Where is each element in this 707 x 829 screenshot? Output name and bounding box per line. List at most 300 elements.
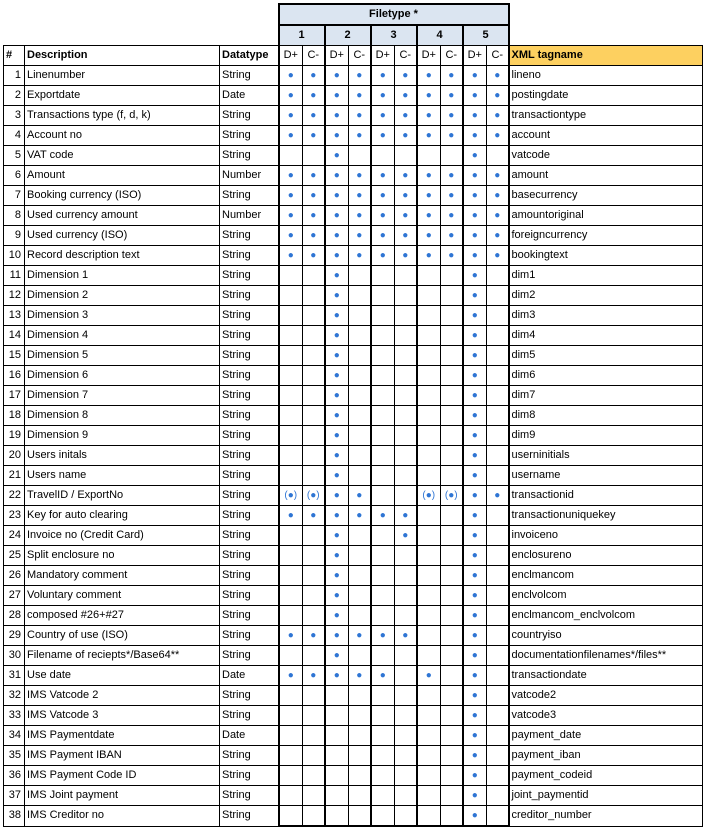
row-description: Dimension 2	[25, 286, 220, 306]
included-dot: ●	[325, 666, 349, 686]
filetype-mark-cell	[371, 466, 395, 486]
row-xml-tagname: dim7	[509, 386, 703, 406]
row-description: Dimension 5	[25, 346, 220, 366]
included-dot: ●	[417, 666, 441, 686]
row-datatype: String	[220, 406, 279, 426]
table-row	[4, 706, 703, 726]
row-datatype: String	[220, 146, 279, 166]
row-datatype: Date	[220, 666, 279, 686]
filetype-mark-cell	[279, 586, 303, 606]
header-datatype: Datatype	[220, 46, 279, 66]
included-dot: ●	[325, 146, 349, 166]
row-datatype: String	[220, 186, 279, 206]
filetype-mark-cell	[487, 386, 509, 406]
table-row	[4, 206, 703, 226]
row-description: Key for auto clearing	[25, 506, 220, 526]
included-dot: ●	[371, 666, 395, 686]
included-dot: ●	[463, 786, 487, 806]
included-dot: ●	[325, 66, 349, 86]
filetype-mark-cell	[487, 346, 509, 366]
row-description: Dimension 8	[25, 406, 220, 426]
included-dot: ●	[463, 386, 487, 406]
row-number: 2	[4, 86, 25, 106]
filetype-mark-cell	[279, 406, 303, 426]
table-row	[4, 166, 703, 186]
filetype-mark-cell	[349, 606, 371, 626]
row-number: 19	[4, 426, 25, 446]
filetype-mark-cell	[349, 746, 371, 766]
included-dot: ●	[417, 186, 441, 206]
filetype-mark-cell	[325, 726, 349, 746]
filetype-group-4: 4	[417, 25, 463, 46]
included-dot: ●	[463, 206, 487, 226]
filetype-mark-cell	[441, 426, 463, 446]
filetype-mark-cell	[395, 726, 417, 746]
filetype-mark-cell	[371, 606, 395, 626]
included-dot: ●	[487, 226, 509, 246]
filetype-mark-cell	[279, 326, 303, 346]
row-description: Voluntary comment	[25, 586, 220, 606]
included-dot: ●	[463, 606, 487, 626]
included-dot: ●	[371, 126, 395, 146]
filetype-mark-cell	[325, 786, 349, 806]
filetype-mark-cell	[371, 706, 395, 726]
row-xml-tagname: transactiontype	[509, 106, 703, 126]
filetype-mark-cell	[279, 746, 303, 766]
row-xml-tagname: dim2	[509, 286, 703, 306]
included-dot: ●	[463, 466, 487, 486]
filetype-mark-cell	[349, 326, 371, 346]
filetype-mark-cell	[487, 566, 509, 586]
table-row	[4, 766, 703, 786]
table-row	[4, 406, 703, 426]
filetype-mark-cell	[441, 266, 463, 286]
included-dot: ●	[325, 326, 349, 346]
filetype-mark-cell	[349, 306, 371, 326]
included-dot: ●	[349, 486, 371, 506]
row-number: 37	[4, 786, 25, 806]
filetype-mark-cell	[487, 666, 509, 686]
filetype-mark-cell	[487, 586, 509, 606]
row-description: VAT code	[25, 146, 220, 166]
included-dot: ●	[395, 246, 417, 266]
filetype-mark-cell	[441, 726, 463, 746]
filetype-mark-cell	[441, 666, 463, 686]
filetype-mark-cell	[349, 646, 371, 666]
table-row	[4, 786, 703, 806]
included-dot: ●	[325, 546, 349, 566]
included-dot: ●	[463, 246, 487, 266]
row-datatype: String	[220, 786, 279, 806]
filetype-mark-cell	[487, 686, 509, 706]
filetype-mark-cell	[417, 526, 441, 546]
filetype-mark-cell	[349, 766, 371, 786]
included-dot: ●	[463, 446, 487, 466]
row-description: Exportdate	[25, 86, 220, 106]
filetype-mark-cell	[395, 646, 417, 666]
included-dot: ●	[417, 106, 441, 126]
row-number: 7	[4, 186, 25, 206]
filetype-mark-cell	[349, 806, 371, 827]
filetype-mark-cell	[487, 786, 509, 806]
included-dot: ●	[441, 166, 463, 186]
included-dot: ●	[325, 266, 349, 286]
filetype-mark-cell	[487, 286, 509, 306]
row-number: 15	[4, 346, 25, 366]
included-dot: ●	[463, 226, 487, 246]
filetype-mark-cell	[417, 746, 441, 766]
included-dot: ●	[463, 706, 487, 726]
filetype-mark-cell	[349, 546, 371, 566]
filetype-mark-cell	[417, 406, 441, 426]
row-xml-tagname: lineno	[509, 66, 703, 86]
row-datatype: Date	[220, 86, 279, 106]
included-dot: ●	[349, 66, 371, 86]
row-number: 21	[4, 466, 25, 486]
row-number: 14	[4, 326, 25, 346]
filetype-mark-cell	[417, 306, 441, 326]
subcol-4-debit: D+	[417, 46, 441, 66]
row-number: 6	[4, 166, 25, 186]
included-dot: ●	[463, 366, 487, 386]
included-dot: ●	[303, 66, 325, 86]
filetype-mark-cell	[303, 686, 325, 706]
row-description: Users initals	[25, 446, 220, 466]
included-dot: ●	[303, 186, 325, 206]
filetype-mark-cell	[279, 546, 303, 566]
filetype-mark-cell	[395, 666, 417, 686]
row-number: 28	[4, 606, 25, 626]
row-datatype: String	[220, 106, 279, 126]
included-dot: ●	[349, 166, 371, 186]
row-description: Account no	[25, 126, 220, 146]
row-datatype: String	[220, 586, 279, 606]
filetype-mark-cell	[371, 586, 395, 606]
row-number: 25	[4, 546, 25, 566]
filetype-mark-cell	[279, 286, 303, 306]
included-dot: ●	[325, 446, 349, 466]
row-datatype: String	[220, 646, 279, 666]
included-dot: ●	[349, 226, 371, 246]
included-dot: ●	[487, 86, 509, 106]
filetype-mark-cell	[417, 366, 441, 386]
row-description: Amount	[25, 166, 220, 186]
filetype-mark-cell	[487, 426, 509, 446]
included-dot: ●	[463, 546, 487, 566]
filetype-mark-cell	[279, 686, 303, 706]
row-datatype: String	[220, 386, 279, 406]
filetype-mark-cell	[279, 146, 303, 166]
included-dot: ●	[303, 226, 325, 246]
filetype-mark-cell	[395, 466, 417, 486]
table-row	[4, 726, 703, 746]
table-row	[4, 566, 703, 586]
filetype-mark-cell	[279, 266, 303, 286]
included-dot: ●	[303, 506, 325, 526]
table-row	[4, 306, 703, 326]
included-dot: ●	[303, 666, 325, 686]
row-number: 13	[4, 306, 25, 326]
row-number: 4	[4, 126, 25, 146]
filetype-mark-cell	[303, 566, 325, 586]
included-dot: ●	[463, 726, 487, 746]
filetype-mark-cell	[441, 706, 463, 726]
filetype-mark-cell	[487, 266, 509, 286]
row-number: 20	[4, 446, 25, 466]
included-dot: ●	[325, 366, 349, 386]
filetype-mark-cell	[487, 646, 509, 666]
filetype-mark-cell	[371, 306, 395, 326]
filetype-mark-cell	[279, 706, 303, 726]
table-row	[4, 626, 703, 646]
filetype-mark-cell	[303, 266, 325, 286]
filetype-mark-cell	[417, 646, 441, 666]
header-description: Description	[25, 46, 220, 66]
filetype-mark-cell	[279, 606, 303, 626]
included-dot: ●	[325, 506, 349, 526]
optional-dot: (●)	[441, 486, 463, 506]
row-xml-tagname: transactionuniquekey	[509, 506, 703, 526]
included-dot: ●	[279, 66, 303, 86]
included-dot: ●	[487, 246, 509, 266]
row-xml-tagname: dim3	[509, 306, 703, 326]
included-dot: ●	[487, 66, 509, 86]
row-xml-tagname: vatcode2	[509, 686, 703, 706]
filetype-mark-cell	[303, 606, 325, 626]
filetype-mark-cell	[417, 446, 441, 466]
row-datatype: String	[220, 486, 279, 506]
table-row	[4, 266, 703, 286]
included-dot: ●	[395, 106, 417, 126]
filetype-mark-cell	[279, 646, 303, 666]
table-row	[4, 186, 703, 206]
included-dot: ●	[371, 226, 395, 246]
included-dot: ●	[487, 486, 509, 506]
included-dot: ●	[463, 806, 487, 827]
row-number: 16	[4, 366, 25, 386]
row-xml-tagname: amount	[509, 166, 703, 186]
row-datatype: String	[220, 346, 279, 366]
included-dot: ●	[441, 106, 463, 126]
row-number: 1	[4, 66, 25, 86]
filetype-mark-cell	[349, 146, 371, 166]
filetype-mark-cell	[371, 806, 395, 827]
filetype-mark-cell	[303, 466, 325, 486]
filetype-mark-cell	[395, 406, 417, 426]
table-row	[4, 606, 703, 626]
filetype-mark-cell	[395, 586, 417, 606]
row-description: Country of use (ISO)	[25, 626, 220, 646]
included-dot: ●	[463, 166, 487, 186]
filetype-mark-cell	[487, 746, 509, 766]
included-dot: ●	[463, 766, 487, 786]
row-description: Filename of reciepts*/Base64**	[25, 646, 220, 666]
row-xml-tagname: dim5	[509, 346, 703, 366]
row-number: 12	[4, 286, 25, 306]
row-number: 11	[4, 266, 25, 286]
table-row	[4, 326, 703, 346]
filetype-mark-cell	[349, 686, 371, 706]
filetype-group-1: 1	[279, 25, 325, 46]
included-dot: ●	[487, 206, 509, 226]
row-xml-tagname: payment_iban	[509, 746, 703, 766]
filetype-mark-cell	[371, 366, 395, 386]
table-row	[4, 666, 703, 686]
included-dot: ●	[463, 586, 487, 606]
filetype-mark-cell	[349, 386, 371, 406]
table-row	[4, 286, 703, 306]
included-dot: ●	[395, 86, 417, 106]
row-xml-tagname: documentationfilenames*/files**	[509, 646, 703, 666]
filetype-mark-cell	[303, 146, 325, 166]
row-xml-tagname: userninitials	[509, 446, 703, 466]
row-datatype: Date	[220, 726, 279, 746]
filetype-mark-cell	[417, 626, 441, 646]
row-datatype: String	[220, 266, 279, 286]
included-dot: ●	[325, 186, 349, 206]
row-datatype: Number	[220, 166, 279, 186]
row-description: Dimension 3	[25, 306, 220, 326]
filetype-mark-cell	[417, 806, 441, 827]
included-dot: ●	[463, 186, 487, 206]
filetype-mark-cell	[371, 686, 395, 706]
included-dot: ●	[441, 246, 463, 266]
filetype-mark-cell	[395, 746, 417, 766]
subcol-2-credit: C-	[349, 46, 371, 66]
row-datatype: String	[220, 286, 279, 306]
table-row	[4, 806, 703, 827]
included-dot: ●	[279, 506, 303, 526]
filetype-mark-cell	[441, 526, 463, 546]
row-number: 32	[4, 686, 25, 706]
included-dot: ●	[325, 386, 349, 406]
included-dot: ●	[349, 246, 371, 266]
filetype-mark-cell	[279, 446, 303, 466]
header-xml-tagname: XML tagname	[509, 46, 703, 66]
row-xml-tagname: dim1	[509, 266, 703, 286]
row-description: Dimension 9	[25, 426, 220, 446]
filetype-mark-cell	[417, 326, 441, 346]
row-description: Record description text	[25, 246, 220, 266]
filetype-mark-cell	[371, 286, 395, 306]
filetype-mark-cell	[349, 526, 371, 546]
filetype-mark-cell	[371, 426, 395, 446]
subcol-5-credit: C-	[487, 46, 509, 66]
table-row	[4, 126, 703, 146]
included-dot: ●	[395, 126, 417, 146]
filetype-mark-cell	[371, 486, 395, 506]
table-row	[4, 486, 703, 506]
row-xml-tagname: joint_paymentid	[509, 786, 703, 806]
filetype-mark-cell	[303, 706, 325, 726]
included-dot: ●	[371, 626, 395, 646]
included-dot: ●	[303, 126, 325, 146]
row-datatype: String	[220, 426, 279, 446]
included-dot: ●	[417, 66, 441, 86]
included-dot: ●	[463, 346, 487, 366]
included-dot: ●	[417, 166, 441, 186]
filetype-mark-cell	[487, 306, 509, 326]
included-dot: ●	[395, 166, 417, 186]
included-dot: ●	[395, 66, 417, 86]
subcol-5-debit: D+	[463, 46, 487, 66]
filetype-mark-cell	[303, 646, 325, 666]
filetype-mark-cell	[371, 386, 395, 406]
filetype-mark-cell	[349, 446, 371, 466]
filetype-mark-cell	[371, 266, 395, 286]
filetype-mark-cell	[441, 586, 463, 606]
filetype-mark-cell	[441, 646, 463, 666]
filetype-mark-cell	[325, 766, 349, 786]
filetype-mark-cell	[349, 466, 371, 486]
filetype-mark-cell	[303, 426, 325, 446]
row-description: IMS Payment IBAN	[25, 746, 220, 766]
table-row	[4, 86, 703, 106]
row-description: Users name	[25, 466, 220, 486]
filetype-mark-cell	[441, 806, 463, 827]
included-dot: ●	[325, 646, 349, 666]
filetype-group-5: 5	[463, 25, 509, 46]
row-xml-tagname: creditor_number	[509, 806, 703, 827]
included-dot: ●	[303, 626, 325, 646]
filetype-mark-cell	[395, 266, 417, 286]
row-description: IMS Vatcode 2	[25, 686, 220, 706]
filetype-mark-cell	[417, 346, 441, 366]
row-xml-tagname: postingdate	[509, 86, 703, 106]
filetype-mark-cell	[349, 346, 371, 366]
filetype-mark-cell	[303, 406, 325, 426]
included-dot: ●	[395, 186, 417, 206]
row-datatype: String	[220, 446, 279, 466]
included-dot: ●	[279, 626, 303, 646]
filetype-mark-cell	[441, 606, 463, 626]
row-datatype: String	[220, 626, 279, 646]
row-number: 31	[4, 666, 25, 686]
filetype-mark-cell	[349, 726, 371, 746]
row-description: Mandatory comment	[25, 566, 220, 586]
filetype-mark-cell	[303, 326, 325, 346]
included-dot: ●	[325, 246, 349, 266]
included-dot: ●	[441, 226, 463, 246]
included-dot: ●	[441, 86, 463, 106]
table-row	[4, 226, 703, 246]
filetype-mark-cell	[395, 306, 417, 326]
included-dot: ●	[325, 486, 349, 506]
row-datatype: String	[220, 806, 279, 827]
included-dot: ●	[463, 146, 487, 166]
optional-dot: (●)	[279, 486, 303, 506]
included-dot: ●	[463, 86, 487, 106]
table-row	[4, 686, 703, 706]
row-description: Invoice no (Credit Card)	[25, 526, 220, 546]
subcol-1-credit: C-	[303, 46, 325, 66]
included-dot: ●	[463, 106, 487, 126]
row-xml-tagname: enclvolcom	[509, 586, 703, 606]
filetype-mark-cell	[303, 746, 325, 766]
table-row	[4, 346, 703, 366]
filetype-group-2: 2	[325, 25, 371, 46]
filetype-mark-cell	[279, 346, 303, 366]
table-row	[4, 546, 703, 566]
row-number: 29	[4, 626, 25, 646]
row-number: 30	[4, 646, 25, 666]
filetype-mark-cell	[417, 726, 441, 746]
table-row	[4, 246, 703, 266]
included-dot: ●	[417, 246, 441, 266]
filetype-mark-cell	[395, 686, 417, 706]
filetype-mark-cell	[395, 386, 417, 406]
included-dot: ●	[303, 166, 325, 186]
